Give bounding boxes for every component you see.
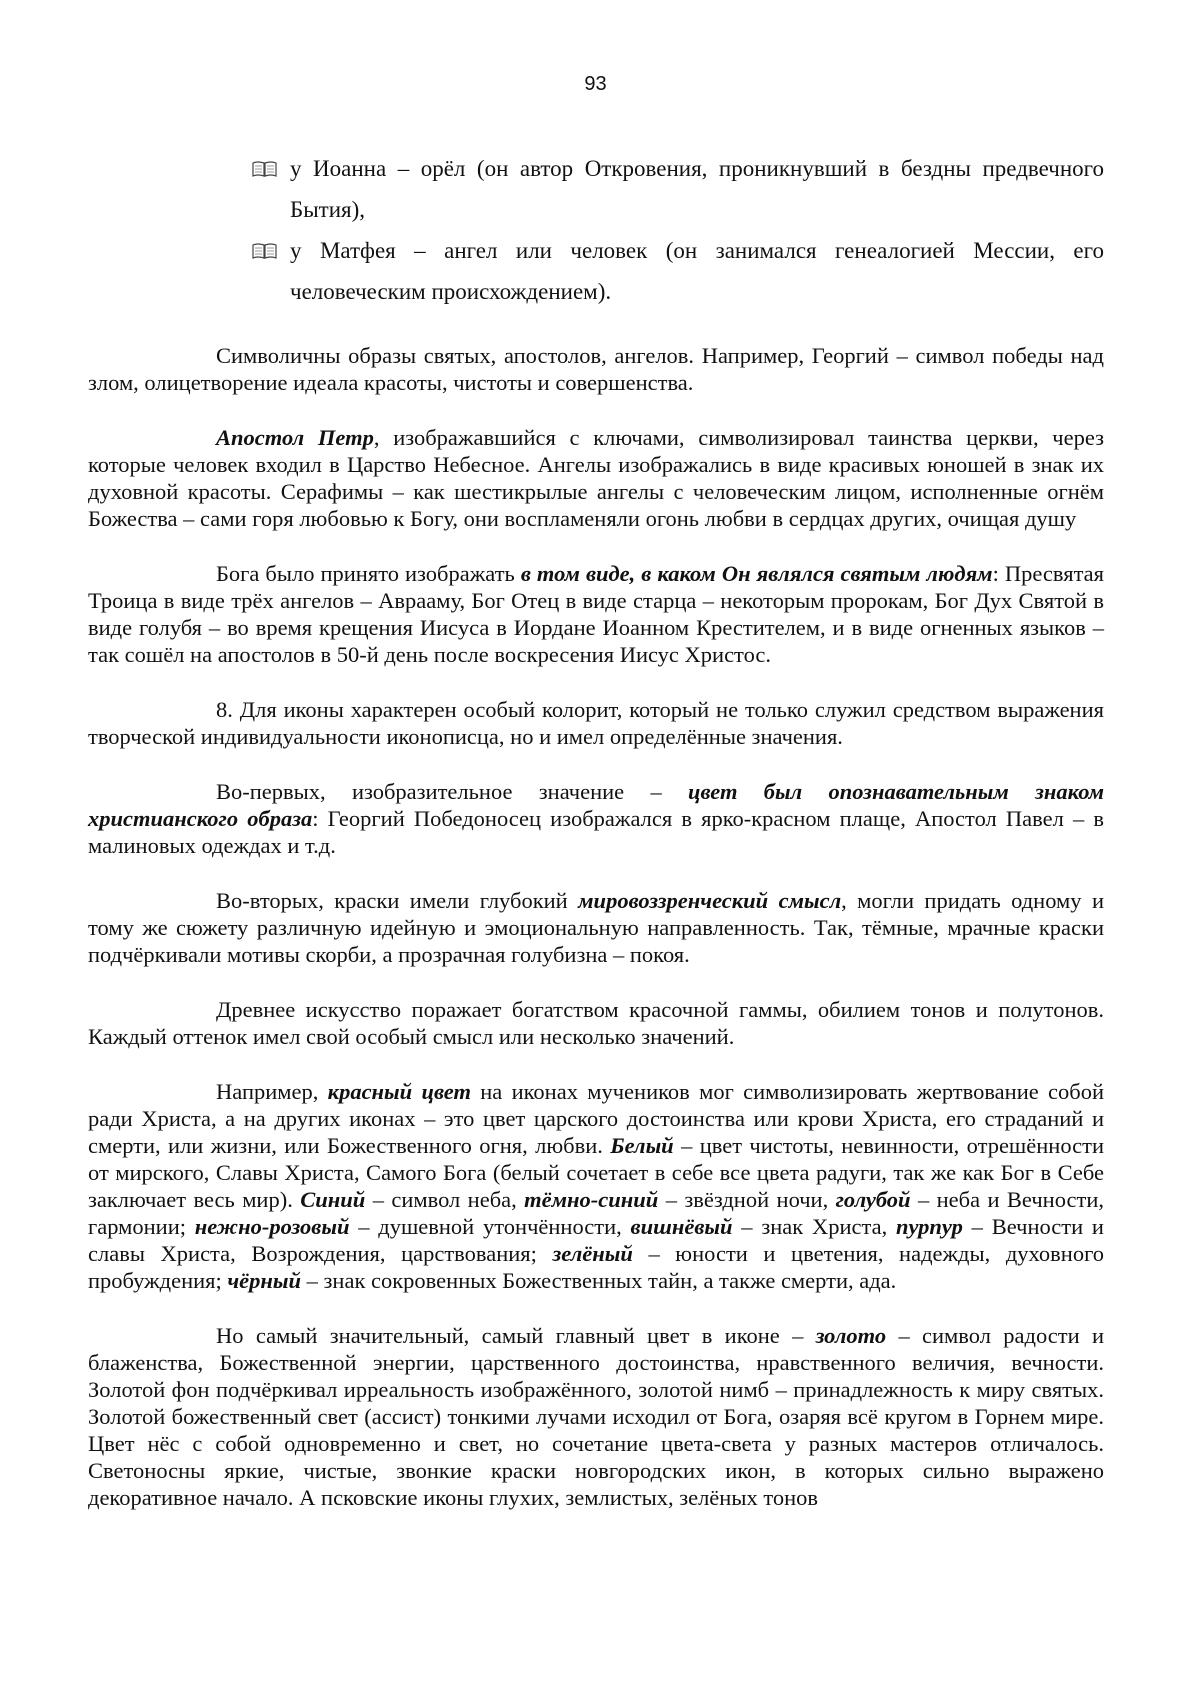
emphasized-text: тёмно-синий <box>524 1187 659 1212</box>
paragraph-text: – символ неба, <box>365 1187 525 1212</box>
paragraph-text: – Вечности и славы Христа, Возрождения, царствования; <box>88 1214 1104 1266</box>
bullet-item <box>252 230 1104 312</box>
emphasized-text: Апостол Петр <box>216 425 374 450</box>
paragraph-text: – цвет чистоты, невинности, отрешённости от мирского, Славы Христа, Самого Бога (белый сочетает в себе все цвета радуги, так же как Бог в Себе заключает весь мир). <box>88 1133 1105 1212</box>
emphasized-text: чёрный <box>227 1268 302 1293</box>
bullet-text: у Иоанна – орёл (он автор Откровения, проникнувший в бездны предвечного Бытия), <box>290 156 1104 222</box>
paragraph-text: Символичны образы святых, апостолов, ангелов. Например, Георгий – символ победы над злом, олицетворение идеала красоты, чистоты и совершенства. <box>88 343 1104 395</box>
book-icon <box>252 160 277 178</box>
emphasized-text: вишнёвый <box>630 1214 733 1239</box>
paragraph-text: Но самый значительный, самый главный цвет в иконе – <box>216 1323 816 1348</box>
paragraph-text: Бога было принято изображать <box>216 561 521 586</box>
paragraph-text: – символ радости и блаженства, Божественной энергии, царственного достоинства, нравственного величия, вечности. Золотой фон подчёркивал ирреальность изображённого, золотой нимб – принадлежность к миру святых. Золотой божественный свет (ассист) тонкими лучами исходил от Бога, озаряя всё кругом в Горнем мире. Цвет нёс с собой одновременно и свет, но сочетание цвета-света у разных мастеров отличалось. Светоносны яркие, чистые, звонкие краски новгородских икон, в которых сильно выражено декоративное начало. А псковские иконы глухих, землистых, зелёных тонов <box>88 1323 1104 1510</box>
body-text <box>88 342 1104 1539</box>
paragraph <box>88 342 1104 396</box>
paragraph <box>88 424 1104 532</box>
emphasized-text: пурпур <box>895 1214 963 1239</box>
paragraph <box>88 1078 1104 1294</box>
bullet-item <box>252 148 1104 230</box>
emphasized-text: мировоззренческий смысл <box>578 888 842 913</box>
paragraph-text: – звёздной ночи, <box>658 1187 836 1212</box>
paragraph-text: – юности и цветения, надежды, духовного пробуждения; <box>88 1241 1104 1293</box>
paragraph-text: , могли придать одному и тому же сюжету различную идейную и эмоциональную направленность. Так, тёмные, мрачные краски подчёркивали мотивы скорби, а прозрачная голубизна – покоя. <box>88 888 1104 967</box>
book-icon <box>252 242 277 260</box>
paragraph-text: : Георгий Победоносец изображался в ярко-красном плаще, Апостол Павел – в малиновых одеждах и т.д. <box>88 806 1104 858</box>
emphasized-text: золото <box>815 1323 887 1348</box>
paragraph-text: Например, <box>216 1079 328 1104</box>
emphasized-text: в том виде, в каком Он являлся святым людям <box>520 561 993 586</box>
paragraph-text: 8. Для иконы характерен особый колорит, который не только служил средством выражения творческой индивидуальности иконописца, но и имел определённые значения. <box>88 697 1104 749</box>
paragraph-text: – знак Христа, <box>732 1214 896 1239</box>
paragraph-text: , изображавшийся с ключами, символизировал таинства церкви, через которые человек входил в Царство Небесное. Ангелы изображались в виде красивых юношей в знак их духовной красоты. Серафимы – как шестикрылые ангелы с человеческим лицом, исполненные огнём Божества – сами горя любовью к Богу, они воспламеняли огонь любви в сердцах других, очищая душу <box>88 425 1105 531</box>
emphasized-text: нежно-розовый <box>194 1214 350 1239</box>
emphasized-text: красный цвет <box>327 1079 471 1104</box>
paragraph <box>88 696 1104 750</box>
page-number: 93 <box>584 73 607 95</box>
paragraph <box>88 560 1104 668</box>
paragraph <box>88 887 1104 968</box>
paragraph-text: Древнее искусство поражает богатством красочной гаммы, обилием тонов и полутонов. Каждый оттенок имел свой особый смысл или несколько значений. <box>88 997 1104 1049</box>
paragraph <box>88 778 1104 859</box>
paragraph-text: : Пресвятая Троица в виде трёх ангелов – Аврааму, Бог Отец в виде старца – некоторым пророкам, Бог Дух Святой в виде голубя – во время крещения Иисуса в Иордане Иоанном Крестителем, и в виде огненных языков – так сошёл на апостолов в 50-й день после воскресения Иисус Христос. <box>88 561 1105 667</box>
paragraph-text: Во-вторых, краски имели глубокий <box>216 888 579 913</box>
paragraph-text: – душевной утончённости, <box>349 1214 631 1239</box>
paragraph-text: – неба и Вечности, гармонии; <box>88 1187 1105 1239</box>
emphasized-text: зелёный <box>552 1241 633 1266</box>
paragraph <box>88 996 1104 1050</box>
emphasized-text: цвет был опознавательным знаком христианского образа <box>88 779 1104 831</box>
emphasized-text: Белый <box>610 1133 674 1158</box>
emphasized-text: Синий <box>300 1187 366 1212</box>
paragraph-text: – знак сокровенных Божественных тайн, а также смерти, ада. <box>301 1268 897 1293</box>
paragraph <box>88 1322 1104 1511</box>
paragraph-text: на иконах мучеников мог символизировать жертвование собой ради Христа, а на других иконах – это цвет царского достоинства или крови Христа, его страданий и смерти, или жизни, или Божественного огня, любви. <box>88 1079 1104 1158</box>
emphasized-text: голубой <box>835 1187 911 1212</box>
paragraph-text: Во-первых, изобразительное значение – <box>216 779 688 804</box>
bullet-text: у Матфея – ангел или человек (он занимался генеалогией Мессии, его человеческим происхождением). <box>290 238 1104 304</box>
bullet-list <box>252 148 1104 312</box>
